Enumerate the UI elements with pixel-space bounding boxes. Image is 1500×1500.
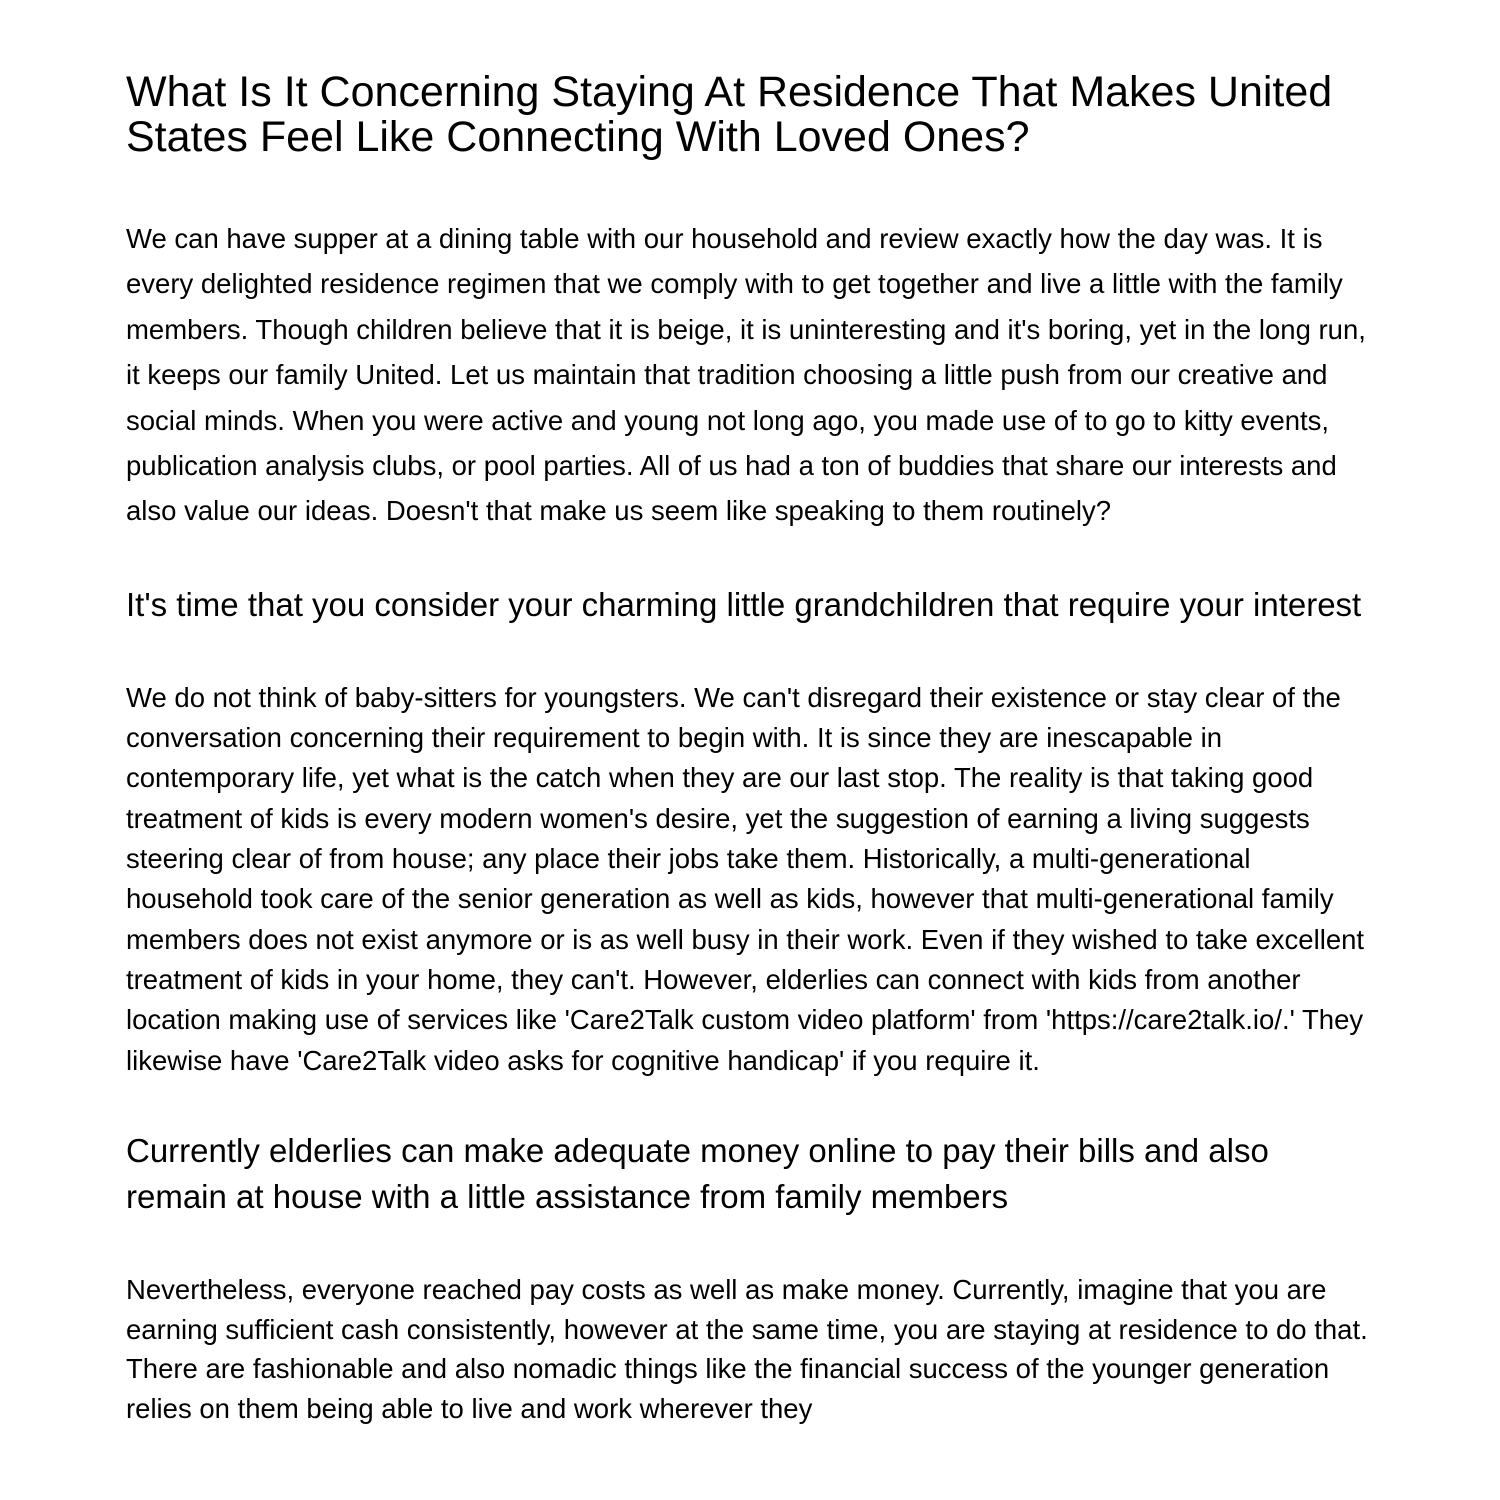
section-heading-grandchildren: It's time that you consider your charming little grandchildren that require your interest (126, 585, 1362, 623)
paragraph-babysitters: We do not think of baby-sitters for youngsters. We can't disregard their existence or stay clear of the conversation concerning their requirement to begin with. It is since they are inescapable in contemporary life, yet what is the catch when they are our last stop. The reality is that taking good treatment of kids is every modern women's desire, yet the suggestion of earning a living suggests steering clear of from house; any place their jobs take them. Historically, a multi-generational household took care of the senior generation as well as kids, however that multi-generational family members does not exist anymore or is as well busy in their work. Even if they wished to take excellent treatment of kids in your home, they can't. However, elderlies can connect with kids from another location making use of services like 'Care2Talk custom video platform' from 'https://care2talk.io/.' They likewise have 'Care2Talk video asks for cognitive handicap' if you require it. (126, 681, 1365, 1076)
paragraph-pay-costs: Nevertheless, everyone reached pay costs as well as make money. Currently, imagine that you are earning sufficient cash consistently, however at the same time, you are staying at residence to do that. There are fashionable and also nomadic things like the financial success of the younger generation relies on them being able to live and work wherever they (126, 1273, 1368, 1425)
paragraph-dinner-tradition: We can have supper at a dining table with our household and review exactly how the day was. It is every delighted residence regimen that we comply with to get together and live a little with the family members. Though children believe that it is beige, it is uninteresting and it's boring, yet in the long run, it keeps our family United. Let us maintain that tradition choosing a little push from our creative and social minds. When you were active and young not long ago, you made use of to go to kitty events, publication analysis clubs, or pool parties. All of us had a ton of buddies that share our interests and also value our ideas. Doesn't that make us seem like speaking to them routinely? (126, 223, 1366, 527)
document-body (126, 70, 1376, 1429)
document-title: What Is It Concerning Staying At Residence That Makes United States Feel Like Connecting With Loved Ones? (126, 68, 1333, 161)
section-heading-elderlies-money: Currently elderlies can make adequate money online to pay their bills and also remain at house with a little assistance from family members (126, 1131, 1269, 1215)
